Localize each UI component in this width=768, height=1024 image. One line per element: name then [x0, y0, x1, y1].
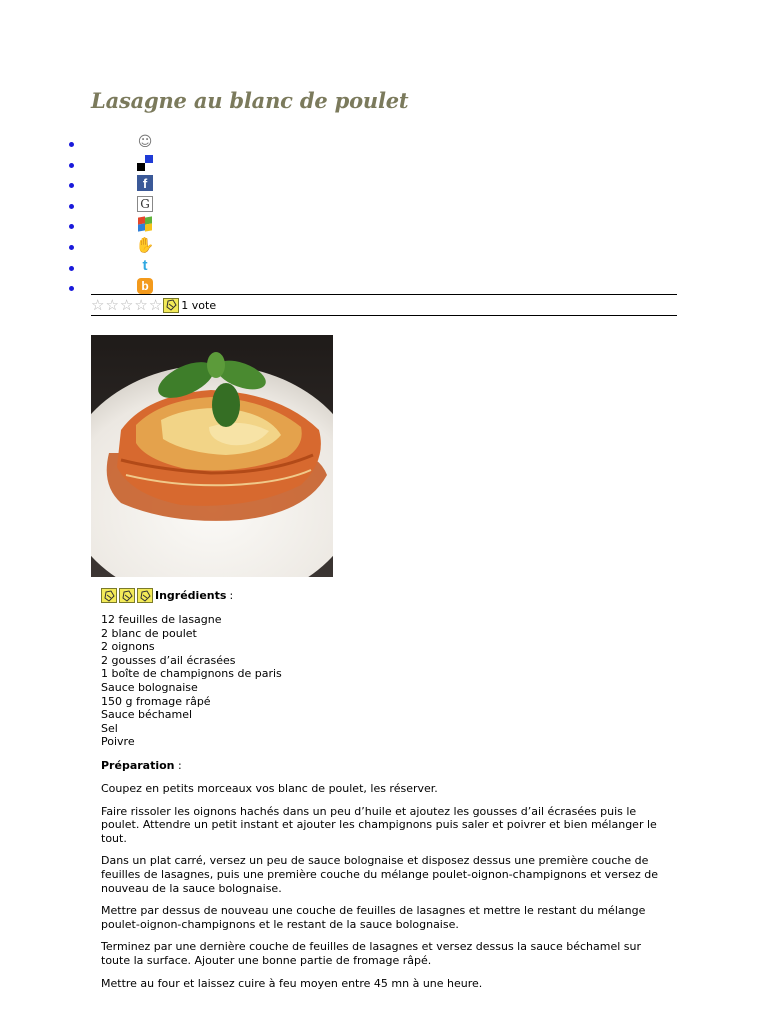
ingredient-item: Sauce béchamel [101, 708, 193, 722]
bullet-icon [69, 163, 74, 168]
share-links-list [0, 132, 200, 297]
twitter-icon[interactable]: t [142, 257, 148, 275]
preparation-heading [101, 759, 182, 772]
preparation-step: Dans un plat carré, versez un peu de sauce bolognaise et disposez dessus une première couche de feuilles de lasagnes, puis une première couche du mélange poulet-oignon-champignons et versez de nouveau de la sauce bolognaise. [101, 854, 658, 895]
page-title: Lasagne au blanc de poulet [91, 88, 409, 113]
preparation-step: Mettre par dessus de nouveau une couche de feuilles de lasagnes et mettre le restant du mélange poulet-oignon-champignons et le restant de la sauce bolognaise. [101, 904, 646, 931]
ingredient-item: Sel [101, 721, 118, 735]
ingredients-heading [101, 588, 233, 603]
bullet-icon [69, 286, 74, 291]
rating-star-icon[interactable]: ☆ [119, 295, 134, 314]
preparation-step: Coupez en petits morceaux vos blanc de poulet, les réserver. [101, 782, 438, 795]
rating-star-icon[interactable]: ☆ [105, 295, 119, 314]
preparation-steps [101, 782, 666, 999]
blogger-icon[interactable]: b [137, 278, 153, 294]
ingredient-item: Poivre [101, 735, 135, 749]
ingredient-item: 2 gousses d’ail écrasées [101, 653, 236, 667]
bullet-icon [69, 142, 74, 147]
rating-star-icon[interactable]: ☆ [91, 295, 105, 314]
ingredient-item: 12 feuilles de lasagne [101, 613, 222, 626]
rating-star-icon[interactable]: ☆ [134, 295, 148, 314]
preparation-step: Terminez par une dernière couche de feuilles de lasagnes et versez dessus la sauce béchamel sur toute la surface. Ajouter une bonne partie de fromage râpé. [101, 940, 641, 967]
share-item-msn[interactable] [0, 214, 200, 235]
google-icon[interactable]: G [137, 196, 153, 212]
rating-bar [91, 294, 677, 316]
bullet-icon [69, 204, 74, 209]
share-item-twitter[interactable] [0, 256, 200, 277]
preparation-step: Faire rissoler les oignons hachés dans un peu d’huile et ajoutez les gousses d’ail écrasées puis le poulet. Attendre un petit instant et ajouter les champignons puis saler et poivrer et bien mélanger le tout. [101, 804, 657, 845]
ingredient-item: 2 blanc de poulet [101, 626, 197, 640]
people-icon[interactable]: ☺ [137, 134, 153, 150]
share-item-hand[interactable] [0, 235, 200, 256]
chef-hat-icon [101, 588, 117, 603]
ingredient-item: 150 g fromage râpé [101, 694, 211, 708]
recipe-photo [91, 335, 333, 577]
share-item-people[interactable] [0, 132, 200, 153]
ingredient-item: 1 boîte de champignons de paris [101, 667, 282, 681]
share-item-facebook[interactable] [0, 173, 200, 194]
preparation-colon: : [178, 759, 182, 772]
bullet-icon [69, 245, 74, 250]
msn-icon[interactable] [137, 216, 153, 232]
bullet-icon [69, 266, 74, 271]
ingredient-item: Sauce bolognaise [101, 680, 198, 694]
chef-hat-icon [137, 588, 153, 603]
bullet-icon [69, 224, 74, 229]
ingredients-label: Ingrédients [155, 589, 227, 602]
share-item-google[interactable] [0, 194, 200, 215]
preparation-label: Préparation [101, 759, 175, 772]
rating-star-icon[interactable]: ☆ [148, 295, 163, 314]
share-item-delicious[interactable] [0, 153, 200, 174]
chef-hat-icon [119, 588, 135, 603]
delicious-icon[interactable] [137, 155, 153, 171]
ingredient-item: 2 oignons [101, 640, 155, 654]
hand-icon[interactable]: ✋ [135, 235, 155, 254]
preparation-step: Mettre au four et laissez cuire à feu moyen entre 45 mn à une heure. [101, 976, 483, 990]
ingredients-list [101, 613, 282, 749]
chef-hat-icon [163, 298, 179, 313]
facebook-icon[interactable]: f [137, 175, 153, 191]
bullet-icon [69, 183, 74, 188]
ingredients-colon: : [229, 589, 234, 602]
vote-count: 1 vote [181, 298, 217, 312]
